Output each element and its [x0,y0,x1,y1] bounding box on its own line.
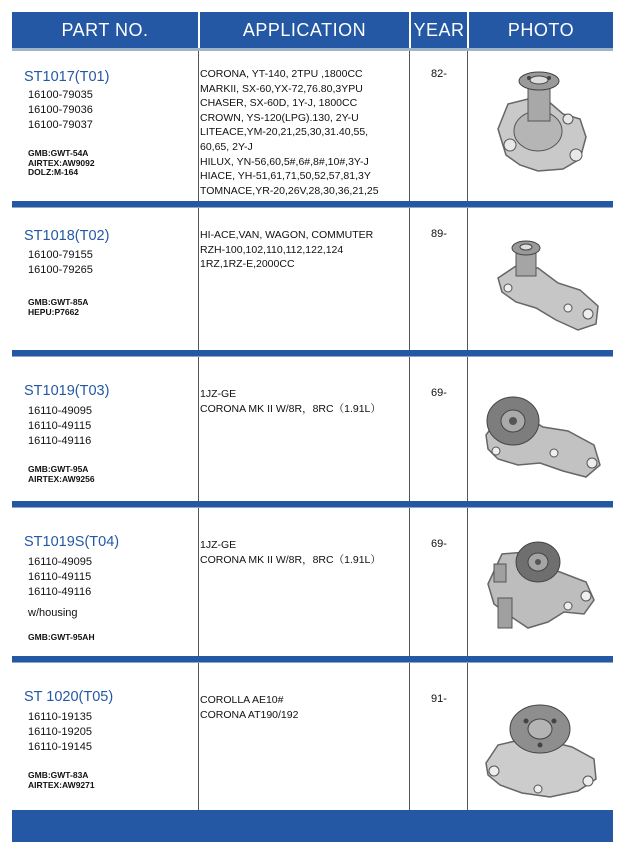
oe-number-list [28,555,92,600]
oe-number-list [28,710,92,755]
water-pump-icon [468,689,613,805]
oe-number-list [28,248,93,278]
application-line: MARKII, SX-60,YX-72,76.80,3YPU [200,82,363,95]
row-separator [12,350,613,357]
table-header [12,12,613,51]
cross-reference-list [28,465,95,484]
application-line: RZH-100,102,110,112,122,124 [200,243,344,256]
cross-reference: GMB:GWT-95AH [28,632,95,642]
cross-reference-list [28,149,95,178]
oe-number: 16100-79037 [28,119,93,131]
oe-number: 16110-49095 [28,405,93,417]
oe-number: 16110-49115 [28,420,92,432]
year-value: 89- [431,228,447,240]
application-line: 1RZ,1RZ-E,2000CC [200,258,295,271]
application-list [200,693,410,722]
year-value: 82- [431,68,447,80]
cross-reference: AIRTEX:AW9092 [28,157,95,168]
cross-reference-list [28,633,95,643]
row-separator [12,501,613,508]
cross-reference-list [28,771,95,790]
cross-reference: GMB:GWT-85A [28,297,89,307]
oe-number: 16110-49116 [28,435,92,447]
column-divider [409,663,410,810]
application-line: 1JZ-GE [200,539,237,551]
row-separator [12,656,613,663]
cross-reference: HEPU:P7662 [28,306,80,317]
oe-number: 16110-49095 [28,556,93,568]
oe-number: 16100-79265 [28,264,93,276]
column-divider [198,508,199,656]
column-divider [409,508,410,656]
water-pump-icon [468,59,613,199]
application-line: 1JZ-GE [200,388,237,400]
application-line: CHASER, SX-60D, 1Y-J, 1800CC [200,97,358,110]
part-number: ST1018(T02) [24,228,110,244]
oe-number: 16100-79035 [28,89,93,101]
cross-reference: DOLZ:M-164 [28,167,79,177]
column-divider [198,663,199,810]
application-list [200,538,410,567]
cross-reference: GMB:GWT-83A [28,770,89,780]
application-line: CORONA MK II W/8R，8RC（1.91L） [200,553,381,566]
column-divider [198,208,199,350]
application-line: HIACE, YH-51,61,71,50,52,57,81,3Y [200,170,371,183]
cross-reference-list [28,298,88,317]
year-value: 69- [431,387,447,399]
application-list [200,228,410,272]
table-row [12,51,613,201]
oe-number: 16100-79155 [28,249,93,261]
cross-reference: AIRTEX:AW9271 [28,779,95,790]
cross-reference: GMB:GWT-54A [28,148,89,158]
application-line: CORONA MK II W/8R，8RC（1.91L） [200,402,381,415]
application-line: COROLLA AE10# [200,694,284,706]
column-divider [198,357,199,501]
header-year: YEAR [413,20,465,40]
oe-number-list [28,404,92,449]
oe-number: 16110-19205 [28,726,93,738]
catalog-sheet [12,12,613,842]
application-line: HI-ACE,VAN, WAGON, COMMUTER [200,229,374,241]
application-line: LITEACE,YM-20,21,25,30,31.40,55, [200,126,369,139]
application-line: TOMNACE,YR-20,26V,28,30,36,21,25 [200,184,379,197]
oe-number: 16110-49116 [28,586,92,598]
cross-reference: AIRTEX:AW9256 [28,473,95,484]
table-row [12,508,613,656]
application-list [200,387,410,416]
oe-number: 16110-49115 [28,571,92,583]
footer-bar [12,810,613,842]
water-pump-icon [468,524,613,646]
column-divider [409,357,410,501]
part-number: ST1017(T01) [24,69,110,85]
part-number: ST1019(T03) [24,383,110,399]
header-application: APPLICATION [242,20,367,40]
application-list [200,67,410,198]
row-separator [12,201,613,208]
cross-reference: GMB:GWT-95A [28,464,89,474]
table-row [12,663,613,810]
application-line: CROWN, YS-120(LPG).130, 2Y-U [200,111,359,124]
header-photo: PHOTO [507,20,575,40]
part-number: ST1019S(T04) [24,534,120,550]
water-pump-icon [468,228,613,338]
application-line: HILUX, YN-56,60,5#,6#,8#,10#,3Y-J [200,155,369,168]
part-number: ST 1020(T05) [24,689,114,705]
housing-note: w/housing [28,607,78,619]
table-row [12,357,613,501]
application-line: CORONA AT190/192 [200,708,299,721]
application-line: 60,65, 2Y-J [200,140,253,153]
year-value: 69- [431,538,447,550]
oe-number: 16100-79036 [28,104,93,116]
header-part-no: PART NO. [61,20,149,40]
year-value: 91- [431,693,447,705]
table-row [12,208,613,350]
oe-number: 16110-19135 [28,711,93,723]
application-line: CORONA, YT-140, 2TPU ,1800CC [200,68,363,80]
column-divider [198,51,199,201]
water-pump-icon [468,379,613,489]
oe-number-list [28,88,93,133]
oe-number: 16110-19145 [28,741,93,753]
